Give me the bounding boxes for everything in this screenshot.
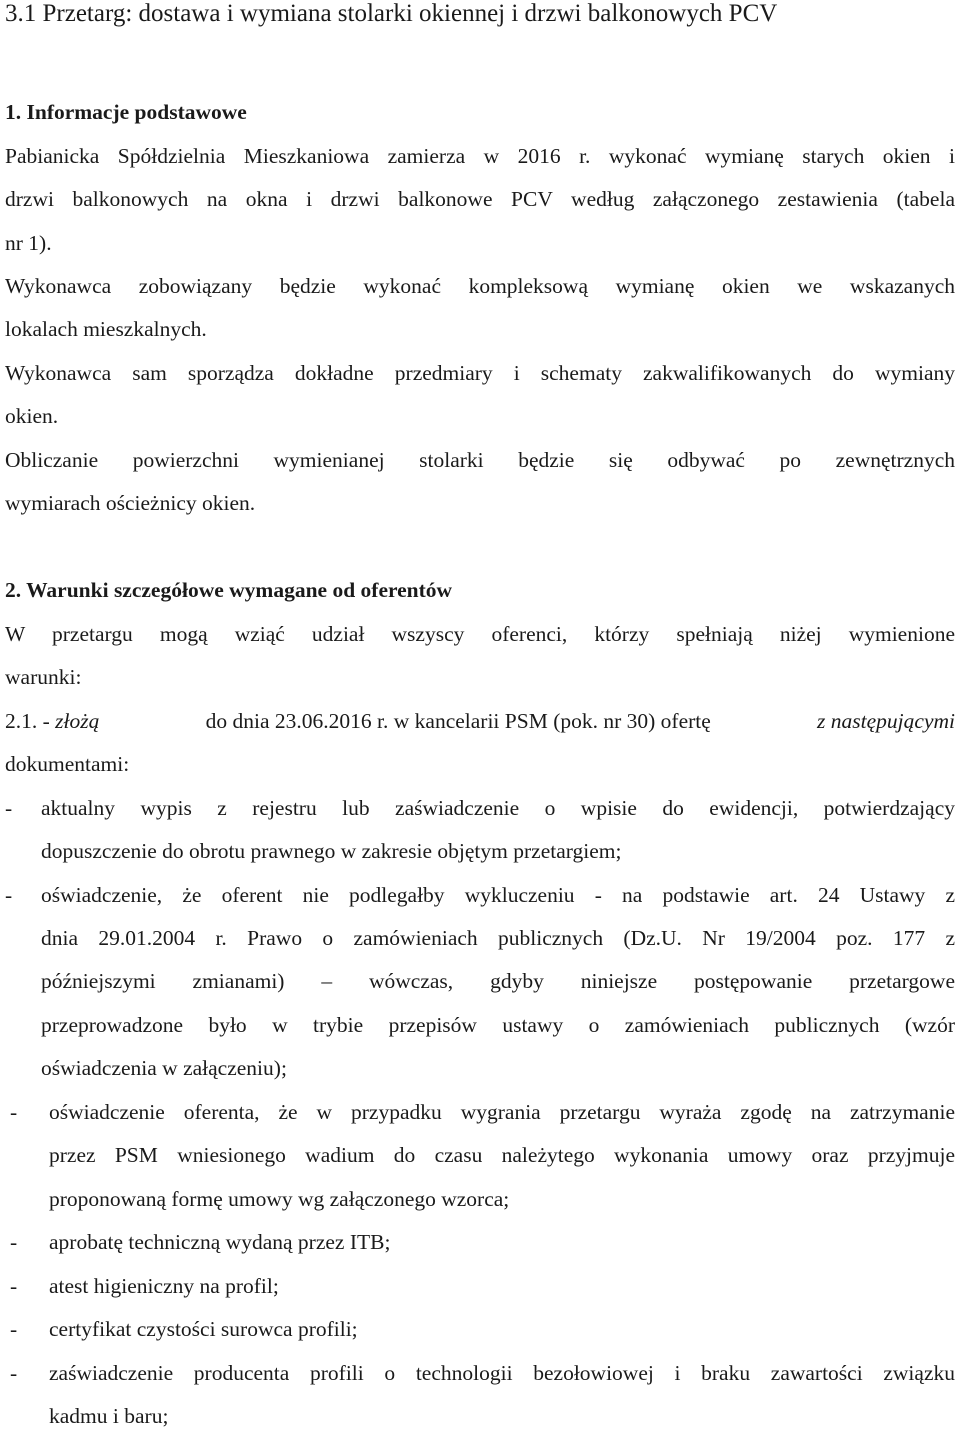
bullet-line: dopuszczenie do obrotu prawnego w zakresie objętym przetargiem; (41, 839, 622, 863)
bullet-line: aktualny wypis z rejestru lub zaświadczenie o wpisie do ewidencji, potwierdzający (41, 796, 955, 820)
paragraph-line: nr 1). (5, 231, 52, 255)
bullet-dash: - (5, 883, 13, 907)
bullet-line: zaświadczenie producenta profili o technologii bezołowiowej i braku zawartości związku (49, 1361, 955, 1385)
paragraph-line: warunki: (5, 665, 82, 689)
paragraph-line: Wykonawca zobowiązany będzie wykonać kompleksową wymianę okien we wskazanych (5, 274, 955, 298)
bullet-line: przez PSM wniesionego wadium do czasu należytego wykonania umowy oraz przyjmuje (49, 1143, 955, 1167)
bullet-line: oświadczenia w załączeniu); (41, 1056, 287, 1080)
bullet-line: późniejszymi zmianami) – wówczas, gdyby niniejsze postępowanie przetargowe (41, 969, 955, 993)
paragraph-line: okien. (5, 404, 59, 428)
item-2-1-number: 2.1. - złożą (5, 709, 100, 733)
section-1-title: 1. Informacje podstawowe (5, 100, 247, 124)
paragraph-line: wymiarach ościeżnicy okien. (5, 491, 256, 515)
bullet-line: proponowaną formę umowy wg załączonego wzorca; (49, 1187, 510, 1211)
bullet-dash: - (10, 1230, 18, 1254)
bullet-dash: - (10, 1274, 18, 1298)
paragraph-line: W przetargu mogą wziąć udział wszyscy oferenci, którzy spełniają niżej wymienione (5, 622, 955, 646)
page-heading: 3.1 Przetarg: dostawa i wymiana stolarki okiennej i drzwi balkonowych PCV (5, 0, 778, 27)
bullet-dash: - (5, 796, 13, 820)
bullet-line: dnia 29.01.2004 r. Prawo o zamówieniach publicznych (Dz.U. Nr 19/2004 poz. 177 z (41, 926, 955, 950)
bullet-line: aprobatę techniczną wydaną przez ITB; (49, 1230, 391, 1254)
paragraph-line: lokalach mieszkalnych. (5, 317, 207, 341)
bullet-line: certyfikat czystości surowca profili; (49, 1317, 358, 1341)
paragraph-line: Wykonawca sam sporządza dokładne przedmiary i schematy zakwalifikowanych do wymiany (5, 361, 955, 385)
bullet-line: przeprowadzone było w trybie przepisów ustawy o zamówieniach publicznych (wzór (41, 1013, 955, 1037)
bullet-line: atest higieniczny na profil; (49, 1274, 279, 1298)
item-2-1-text: do dnia 23.06.2016 r. w kancelarii PSM (pok. nr 30) ofertę (200, 709, 717, 733)
bullet-line: oświadczenie oferenta, że w przypadku wygrania przetargu wyraża zgodę na zatrzymanie (49, 1100, 955, 1124)
paragraph-line: Pabianicka Spółdzielnia Mieszkaniowa zamierza w 2016 r. wykonać wymianę starych okien i (5, 144, 955, 168)
item-2-1-italic: z następującymi (817, 709, 955, 733)
bullet-line: kadmu i baru; (49, 1404, 169, 1428)
paragraph-line: drzwi balkonowych na okna i drzwi balkonowe PCV według załączonego zestawienia (tabela (5, 187, 955, 211)
bullet-line: oświadczenie, że oferent nie podlegałby wykluczeniu - na podstawie art. 24 Ustawy z (41, 883, 955, 907)
section-2-title: 2. Warunki szczegółowe wymagane od oferentów (5, 578, 453, 602)
paragraph-line: dokumentami: (5, 752, 130, 776)
item-2-1-line (5, 707, 955, 735)
paragraph-line: Obliczanie powierzchni wymienianej stolarki będzie się odbywać po zewnętrznych (5, 448, 955, 472)
bullet-dash: - (10, 1361, 18, 1385)
bullet-dash: - (10, 1317, 18, 1341)
bullet-dash: - (10, 1100, 18, 1124)
